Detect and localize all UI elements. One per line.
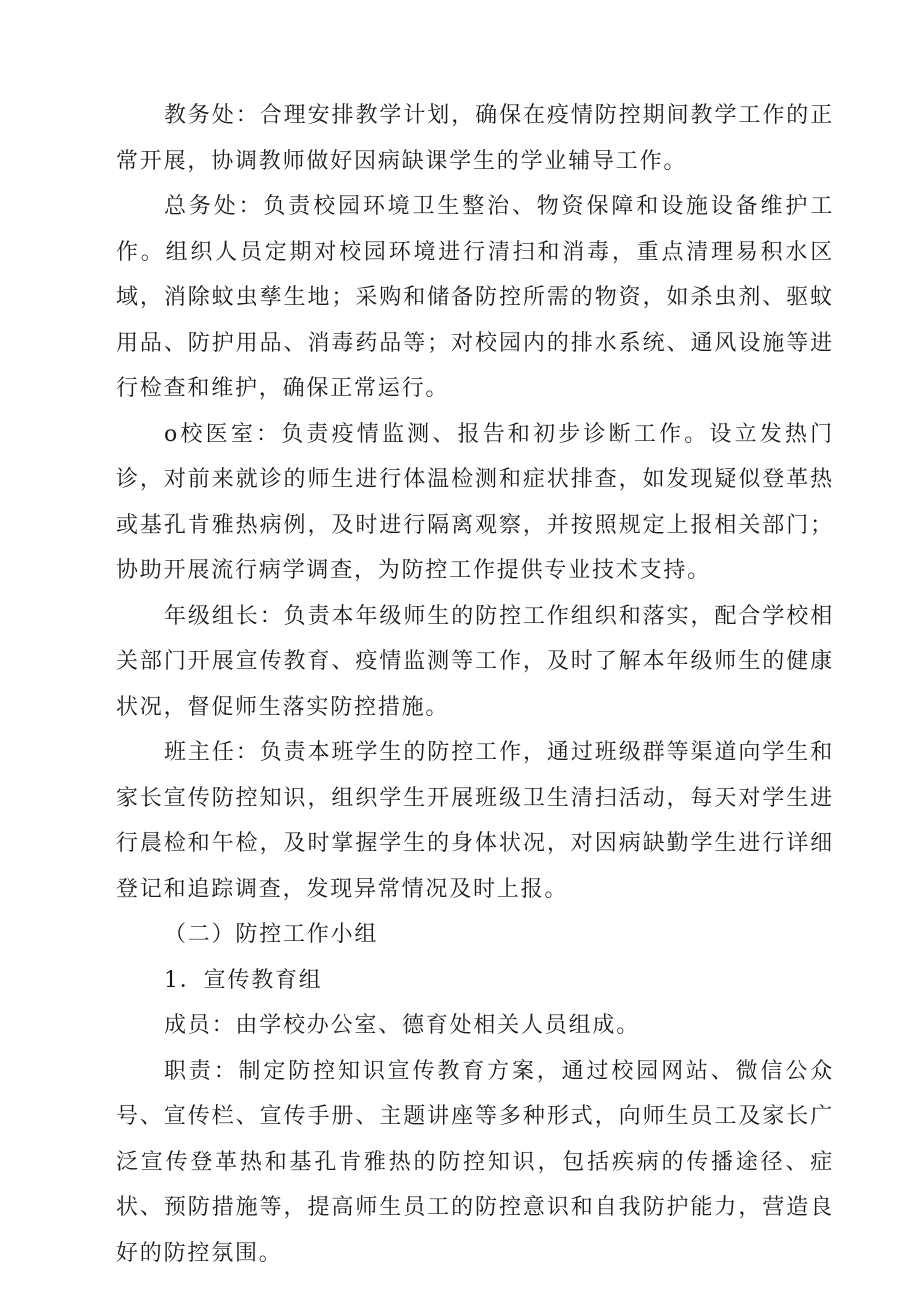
paragraph-grade-leader: 年级组长：负责本年级师生的防控工作组织和落实，配合学校相关部门开展宣传教育、疫情监测等工作，及时了解本年级师生的健康状况，督促师生落实防控措施。 xyxy=(116,603,834,720)
paragraph-academic-affairs: 教务处：合理安排教学计划，确保在疫情防控期间教学工作的正常开展，协调教师做好因病缺课学生的学业辅导工作。 xyxy=(116,103,834,174)
subsection-heading: 1．宣传教育组 xyxy=(164,967,323,993)
paragraph-duties: 职责：制定防控知识宣传教育方案，通过校园网站、微信公众号、宣传栏、宣传手册、主题讲座等多种形式，向师生员工及家长广泛宣传登革热和基孔肯雅热的防控知识，包括疾病的传播途径、症状、预防措施等，提高师生员工的防控意识和自我防护能力，营造良好的防控氛围。 xyxy=(116,1058,834,1266)
paragraph-class-teacher: 班主任：负责本班学生的防控工作，通过班级群等渠道向学生和家长宣传防控知识，组织学生开展班级卫生清扫活动，每天对学生进行晨检和午检，及时掌握学生的身体状况，对因病缺勤学生进行详细登记和追踪调查，发现异常情况及时上报。 xyxy=(116,740,834,902)
paragraph-members: 成员：由学校办公室、德育处相关人员组成。 xyxy=(164,1013,641,1038)
paragraph-school-clinic: o校医室：负责疫情监测、报告和初步诊断工作。设立发热门诊，对前来就诊的师生进行体温检测和症状排查，如发现疑似登革热或基孔肯雅热病例，及时进行隔离观察，并按照规定上报相关部门；协助开展流行病学调查，为防控工作提供专业技术支持。 xyxy=(116,421,834,583)
paragraph-general-affairs: 总务处：负责校园环境卫生整治、物资保障和设施设备维护工作。组织人员定期对校园环境进行清扫和消毒，重点清理易积水区域，消除蚊虫孳生地；采购和储备防控所需的物资，如杀虫剂、驱蚊用品、防护用品、消毒药品等；对校园内的排水系统、通风设施等进行检查和维护，确保正常运行。 xyxy=(116,194,834,401)
section-heading: （二）防控工作小组 xyxy=(164,922,379,947)
document-body xyxy=(116,93,834,1276)
